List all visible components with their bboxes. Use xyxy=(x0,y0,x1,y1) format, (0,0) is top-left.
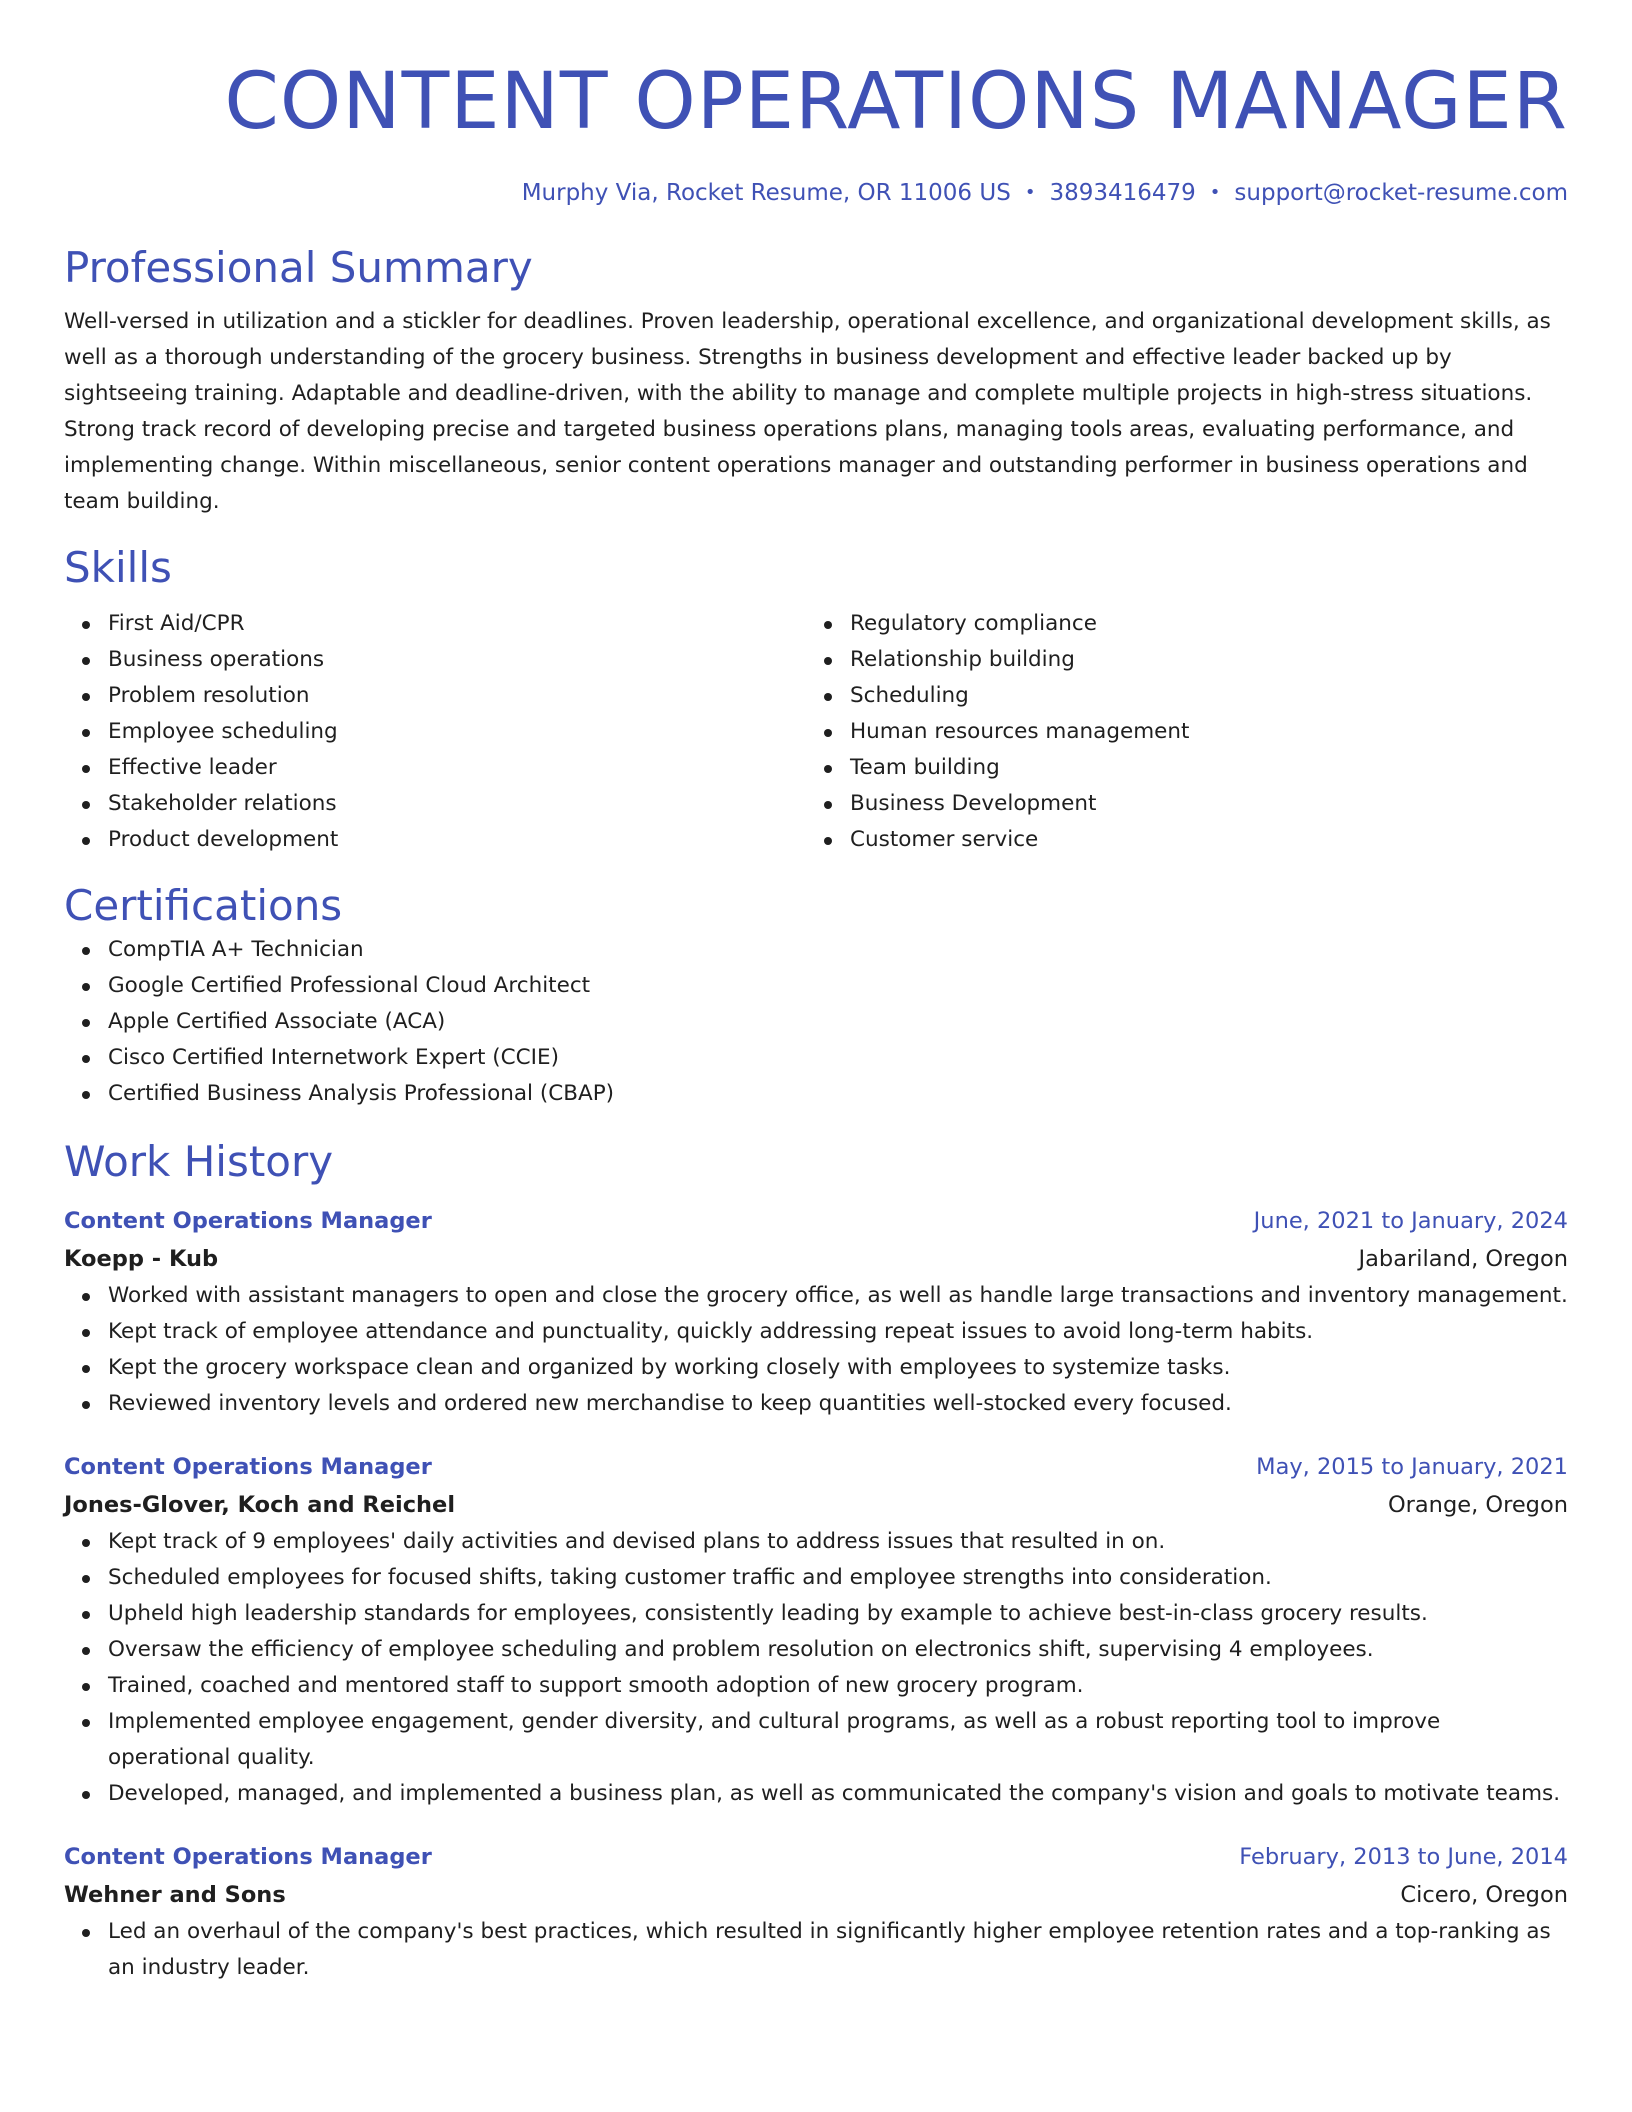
job-bullets xyxy=(64,1278,1568,1422)
job-bullet: Led an overhaul of the company's best practices, which resulted in significantly higher employee retention rates and a top-ranking as an industry leader. xyxy=(64,1914,1568,1986)
resume-title: CONTENT OPERATIONS MANAGER xyxy=(224,57,1568,147)
skills-list-right xyxy=(806,606,1548,858)
skills-column-left xyxy=(64,606,806,858)
job-company-row xyxy=(64,1876,1568,1914)
job-entry xyxy=(64,1838,1568,1986)
job-bullet: Worked with assistant managers to open and close the grocery office, as well as handle large transactions and inventory management. xyxy=(64,1278,1568,1314)
job-company-row xyxy=(64,1240,1568,1278)
certifications-list xyxy=(64,932,1568,1112)
skills-list-left xyxy=(64,606,806,858)
job-bullet: Scheduled employees for focused shifts, taking customer traffic and employee strengths into consideration. xyxy=(64,1560,1568,1596)
contact-separator: • xyxy=(1024,182,1036,203)
job-bullet: Kept track of employee attendance and punctuality, quickly addressing repeat issues to avoid long-term habits. xyxy=(64,1314,1568,1350)
skill-item: Product development xyxy=(64,822,806,858)
job-bullet: Developed, managed, and implemented a business plan, as well as communicated the company's vision and goals to motivate teams. xyxy=(64,1776,1568,1812)
job-bullet: Implemented employee engagement, gender diversity, and cultural programs, as well as a robust reporting tool to improve operational quality. xyxy=(64,1704,1568,1776)
skills-heading: Skills xyxy=(64,543,172,592)
certification-item: Google Certified Professional Cloud Architect xyxy=(64,968,1568,1004)
job-company-row xyxy=(64,1486,1568,1524)
job-bullet: Oversaw the efficiency of employee scheduling and problem resolution on electronics shift, supervising 4 employees. xyxy=(64,1632,1568,1668)
skill-item: Scheduling xyxy=(806,678,1548,714)
skill-item: First Aid/CPR xyxy=(64,606,806,642)
job-location: Orange, Oregon xyxy=(1387,1492,1568,1518)
contact-line xyxy=(64,178,1568,208)
resume-page xyxy=(64,0,1568,1986)
skill-item: Customer service xyxy=(806,822,1548,858)
contact-separator: • xyxy=(1209,182,1221,203)
job-company: Jones-Glover, Koch and Reichel xyxy=(64,1492,456,1518)
job-header-row xyxy=(64,1202,1568,1240)
job-role: Content Operations Manager xyxy=(64,1844,432,1870)
work-history-heading: Work History xyxy=(64,1137,334,1186)
skill-item: Business Development xyxy=(806,786,1548,822)
certification-item: CompTIA A+ Technician xyxy=(64,932,1568,968)
job-entry xyxy=(64,1448,1568,1812)
job-role: Content Operations Manager xyxy=(64,1454,432,1480)
contact-email: support@rocket-resume.com xyxy=(1234,180,1568,206)
job-bullet: Trained, coached and mentored staff to support smooth adoption of new grocery program. xyxy=(64,1668,1568,1704)
job-dates: February, 2013 to June, 2014 xyxy=(1239,1844,1568,1870)
skill-item: Human resources management xyxy=(806,714,1548,750)
skill-item: Employee scheduling xyxy=(64,714,806,750)
skill-item: Stakeholder relations xyxy=(64,786,806,822)
summary-heading: Professional Summary xyxy=(64,243,533,292)
job-bullet: Kept the grocery workspace clean and organized by working closely with employees to systemize tasks. xyxy=(64,1350,1568,1386)
job-dates: June, 2021 to January, 2024 xyxy=(1253,1208,1568,1234)
contact-phone: 3893416479 xyxy=(1049,180,1196,206)
certifications-heading: Certifications xyxy=(64,881,343,930)
job-bullet: Kept track of 9 employees' daily activities and devised plans to address issues that resulted in on. xyxy=(64,1524,1568,1560)
job-company: Koepp - Kub xyxy=(64,1246,219,1272)
job-entry xyxy=(64,1202,1568,1422)
skill-item: Effective leader xyxy=(64,750,806,786)
job-bullets xyxy=(64,1524,1568,1812)
job-header-row xyxy=(64,1838,1568,1876)
job-location: Jabariland, Oregon xyxy=(1358,1246,1568,1272)
skill-item: Regulatory compliance xyxy=(806,606,1548,642)
certification-item: Cisco Certified Internetwork Expert (CCIE) xyxy=(64,1040,1568,1076)
skill-item: Team building xyxy=(806,750,1548,786)
skills-column-right xyxy=(806,606,1548,858)
skills-grid xyxy=(64,606,1568,858)
job-bullets xyxy=(64,1914,1568,1986)
contact-address: Murphy Via, Rocket Resume, OR 11006 US xyxy=(521,180,1011,206)
job-header-row xyxy=(64,1448,1568,1486)
job-dates: May, 2015 to January, 2021 xyxy=(1256,1454,1568,1480)
summary-text: Well-versed in utilization and a stickler for deadlines. Proven leadership, operational excellence, and organizational development skills, as well as a thorough understanding of the grocery business. Strengths in business development and effective leader backed up by sightseeing training. Adaptable and deadline-driven, with the ability to manage and complete multiple projects in high-stress situations. Strong track record of developing precise and targeted business operations plans, managing tools areas, evaluating performance, and implementing change. Within miscellaneous, senior content operations manager and outstanding performer in business operations and team building. xyxy=(64,309,1551,514)
certification-item: Certified Business Analysis Professional (CBAP) xyxy=(64,1076,1568,1112)
job-company: Wehner and Sons xyxy=(64,1882,286,1908)
job-role: Content Operations Manager xyxy=(64,1208,432,1234)
skill-item: Problem resolution xyxy=(64,678,806,714)
skill-item: Relationship building xyxy=(806,642,1548,678)
job-bullet: Upheld high leadership standards for employees, consistently leading by example to achieve best-in-class grocery results. xyxy=(64,1596,1568,1632)
job-location: Cicero, Oregon xyxy=(1400,1882,1568,1908)
job-bullet: Reviewed inventory levels and ordered new merchandise to keep quantities well-stocked every focused. xyxy=(64,1386,1568,1422)
skill-item: Business operations xyxy=(64,642,806,678)
certification-item: Apple Certified Associate (ACA) xyxy=(64,1004,1568,1040)
